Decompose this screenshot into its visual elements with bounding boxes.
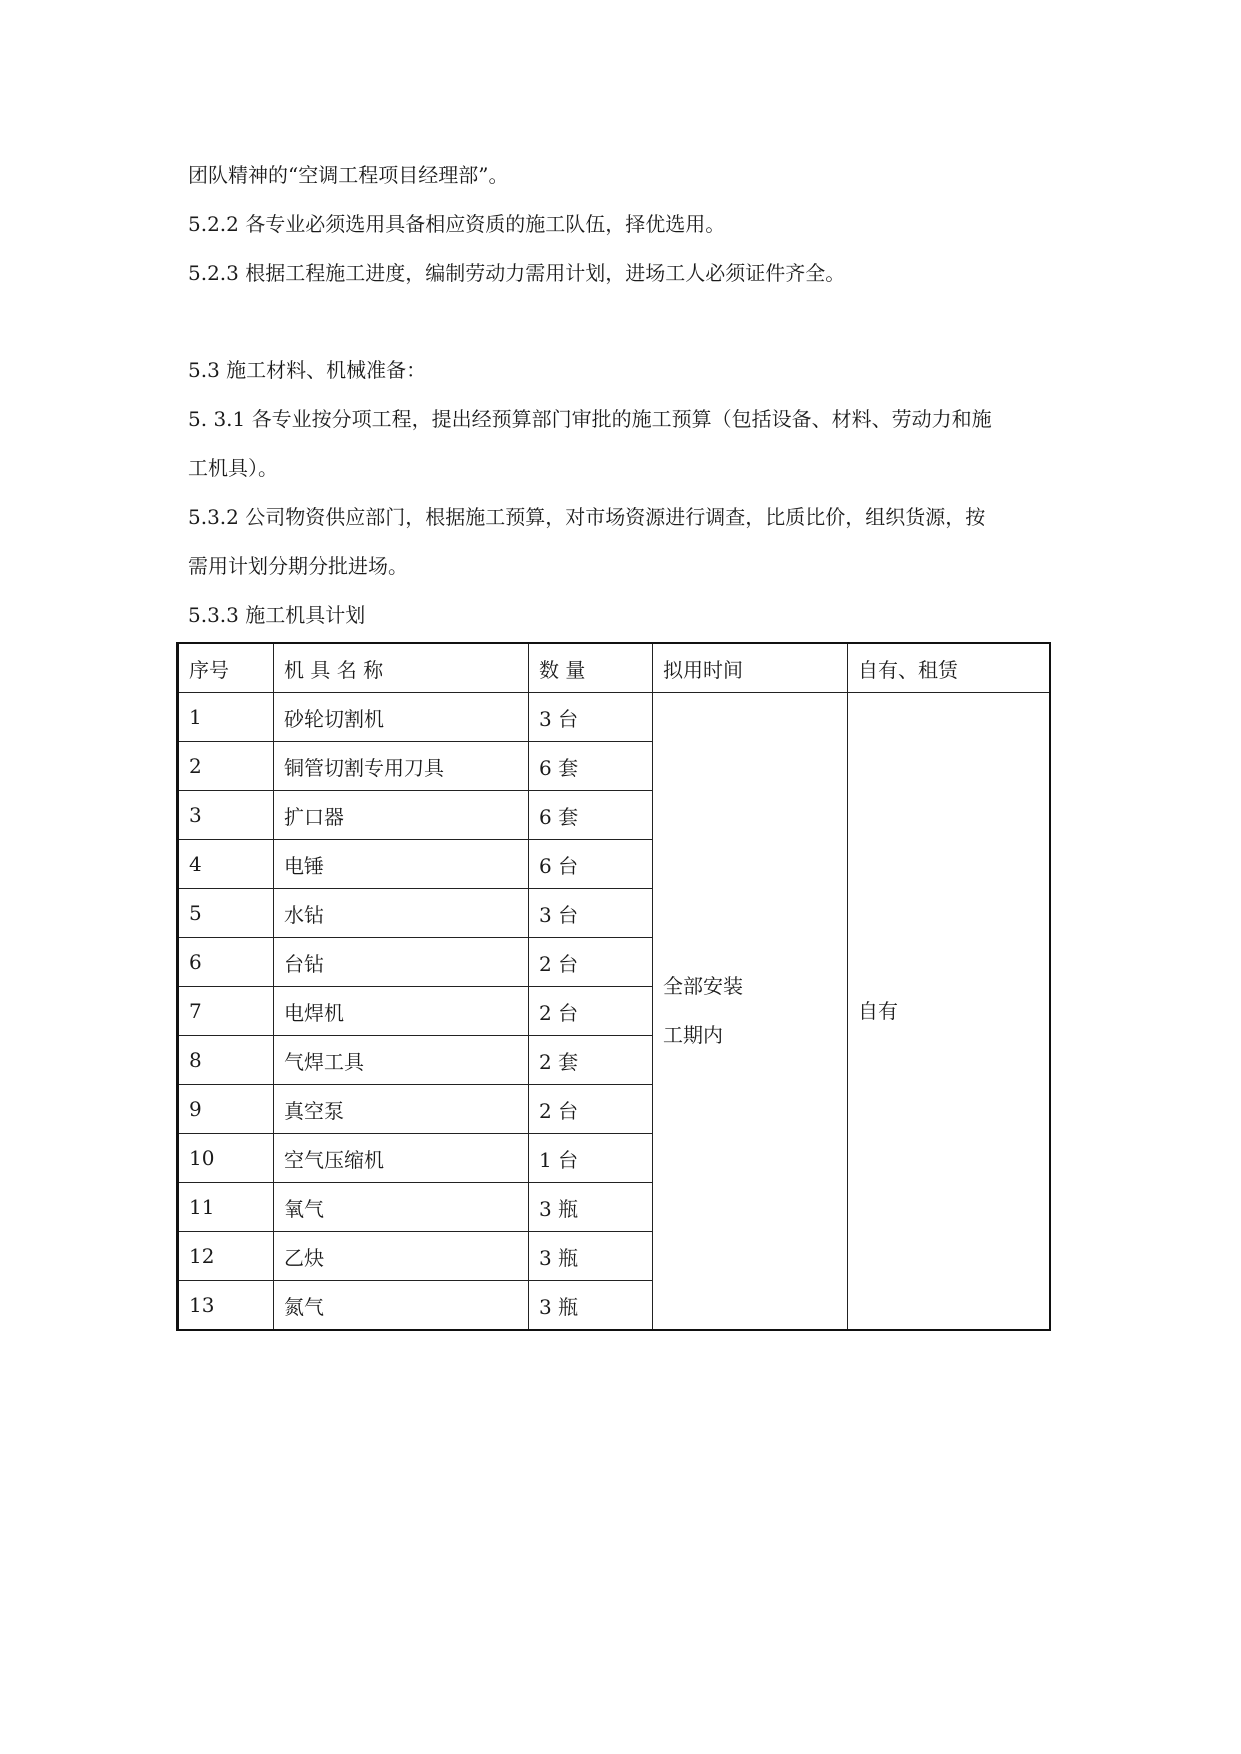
cell-name: 电锤	[274, 840, 529, 889]
cell-name: 台钻	[274, 938, 529, 987]
cell-name: 水钻	[274, 889, 529, 938]
paragraph-team-spirit: 团队精神的“空调工程项目经理部”。	[188, 163, 509, 187]
cell-no: 8	[178, 1036, 274, 1085]
cell-qty: 2 套	[529, 1036, 653, 1085]
paragraph-5-2-2: 5.2.2 各专业必须选用具备相应资质的施工队伍，择优选用。	[188, 212, 726, 236]
header-own: 自有、租赁	[848, 643, 1050, 693]
header-time: 拟用时间	[653, 643, 848, 693]
cell-no: 2	[178, 742, 274, 791]
header-qty: 数 量	[529, 643, 653, 693]
paragraph-5-3-1-line1: 5. 3.1 各专业按分项工程，提出经预算部门审批的施工预算（包括设备、材料、劳动力和施	[188, 407, 992, 431]
header-no: 序号	[178, 643, 274, 693]
table-header-row	[178, 643, 1050, 693]
cell-name: 扩口器	[274, 791, 529, 840]
cell-time-merged	[653, 693, 848, 1331]
cell-qty: 1 台	[529, 1134, 653, 1183]
cell-name: 砂轮切割机	[274, 693, 529, 742]
cell-no: 1	[178, 693, 274, 742]
paragraph-5-3-1-line2: 工机具）。	[188, 456, 278, 480]
cell-qty: 2 台	[529, 987, 653, 1036]
cell-no: 6	[178, 938, 274, 987]
cell-no: 12	[178, 1232, 274, 1281]
cell-qty: 2 台	[529, 1085, 653, 1134]
paragraph-5-3-2	[188, 503, 1058, 601]
heading-5-3: 5.3 施工材料、机械准备：	[188, 358, 427, 382]
cell-name: 空气压缩机	[274, 1134, 529, 1183]
cell-no: 9	[178, 1085, 274, 1134]
heading-5-3-3: 5.3.3 施工机具计划	[188, 603, 366, 627]
cell-qty: 6 套	[529, 742, 653, 791]
cell-name: 氮气	[274, 1281, 529, 1331]
table-row	[178, 693, 1050, 742]
cell-name: 乙炔	[274, 1232, 529, 1281]
cell-qty: 6 套	[529, 791, 653, 840]
cell-no: 7	[178, 987, 274, 1036]
cell-qty: 3 瓶	[529, 1232, 653, 1281]
paragraph-5-3-2-line1: 5.3.2 公司物资供应部门，根据施工预算，对市场资源进行调查，比质比价，组织货源，按	[188, 505, 986, 529]
header-name: 机 具 名 称	[274, 643, 529, 693]
tool-plan-table	[176, 642, 1051, 1331]
cell-name: 电焊机	[274, 987, 529, 1036]
paragraph-5-3-2-line2: 需用计划分期分批进场。	[188, 554, 408, 578]
cell-qty: 3 瓶	[529, 1183, 653, 1232]
cell-qty: 6 台	[529, 840, 653, 889]
cell-no: 4	[178, 840, 274, 889]
cell-qty: 3 台	[529, 693, 653, 742]
cell-name: 氧气	[274, 1183, 529, 1232]
time-line1: 全部安装	[663, 974, 743, 998]
cell-no: 3	[178, 791, 274, 840]
time-line2: 工期内	[663, 1023, 723, 1047]
cell-name: 气焊工具	[274, 1036, 529, 1085]
cell-no: 10	[178, 1134, 274, 1183]
cell-qty: 3 台	[529, 889, 653, 938]
cell-no: 13	[178, 1281, 274, 1331]
cell-name: 真空泵	[274, 1085, 529, 1134]
paragraph-5-3-1	[188, 405, 1058, 503]
cell-own-merged: 自有	[848, 693, 1050, 1331]
paragraph-5-2-3: 5.2.3 根据工程施工进度，编制劳动力需用计划，进场工人必须证件齐全。	[188, 261, 846, 285]
cell-qty: 2 台	[529, 938, 653, 987]
cell-no: 11	[178, 1183, 274, 1232]
cell-qty: 3 瓶	[529, 1281, 653, 1331]
cell-name: 铜管切割专用刀具	[274, 742, 529, 791]
cell-no: 5	[178, 889, 274, 938]
